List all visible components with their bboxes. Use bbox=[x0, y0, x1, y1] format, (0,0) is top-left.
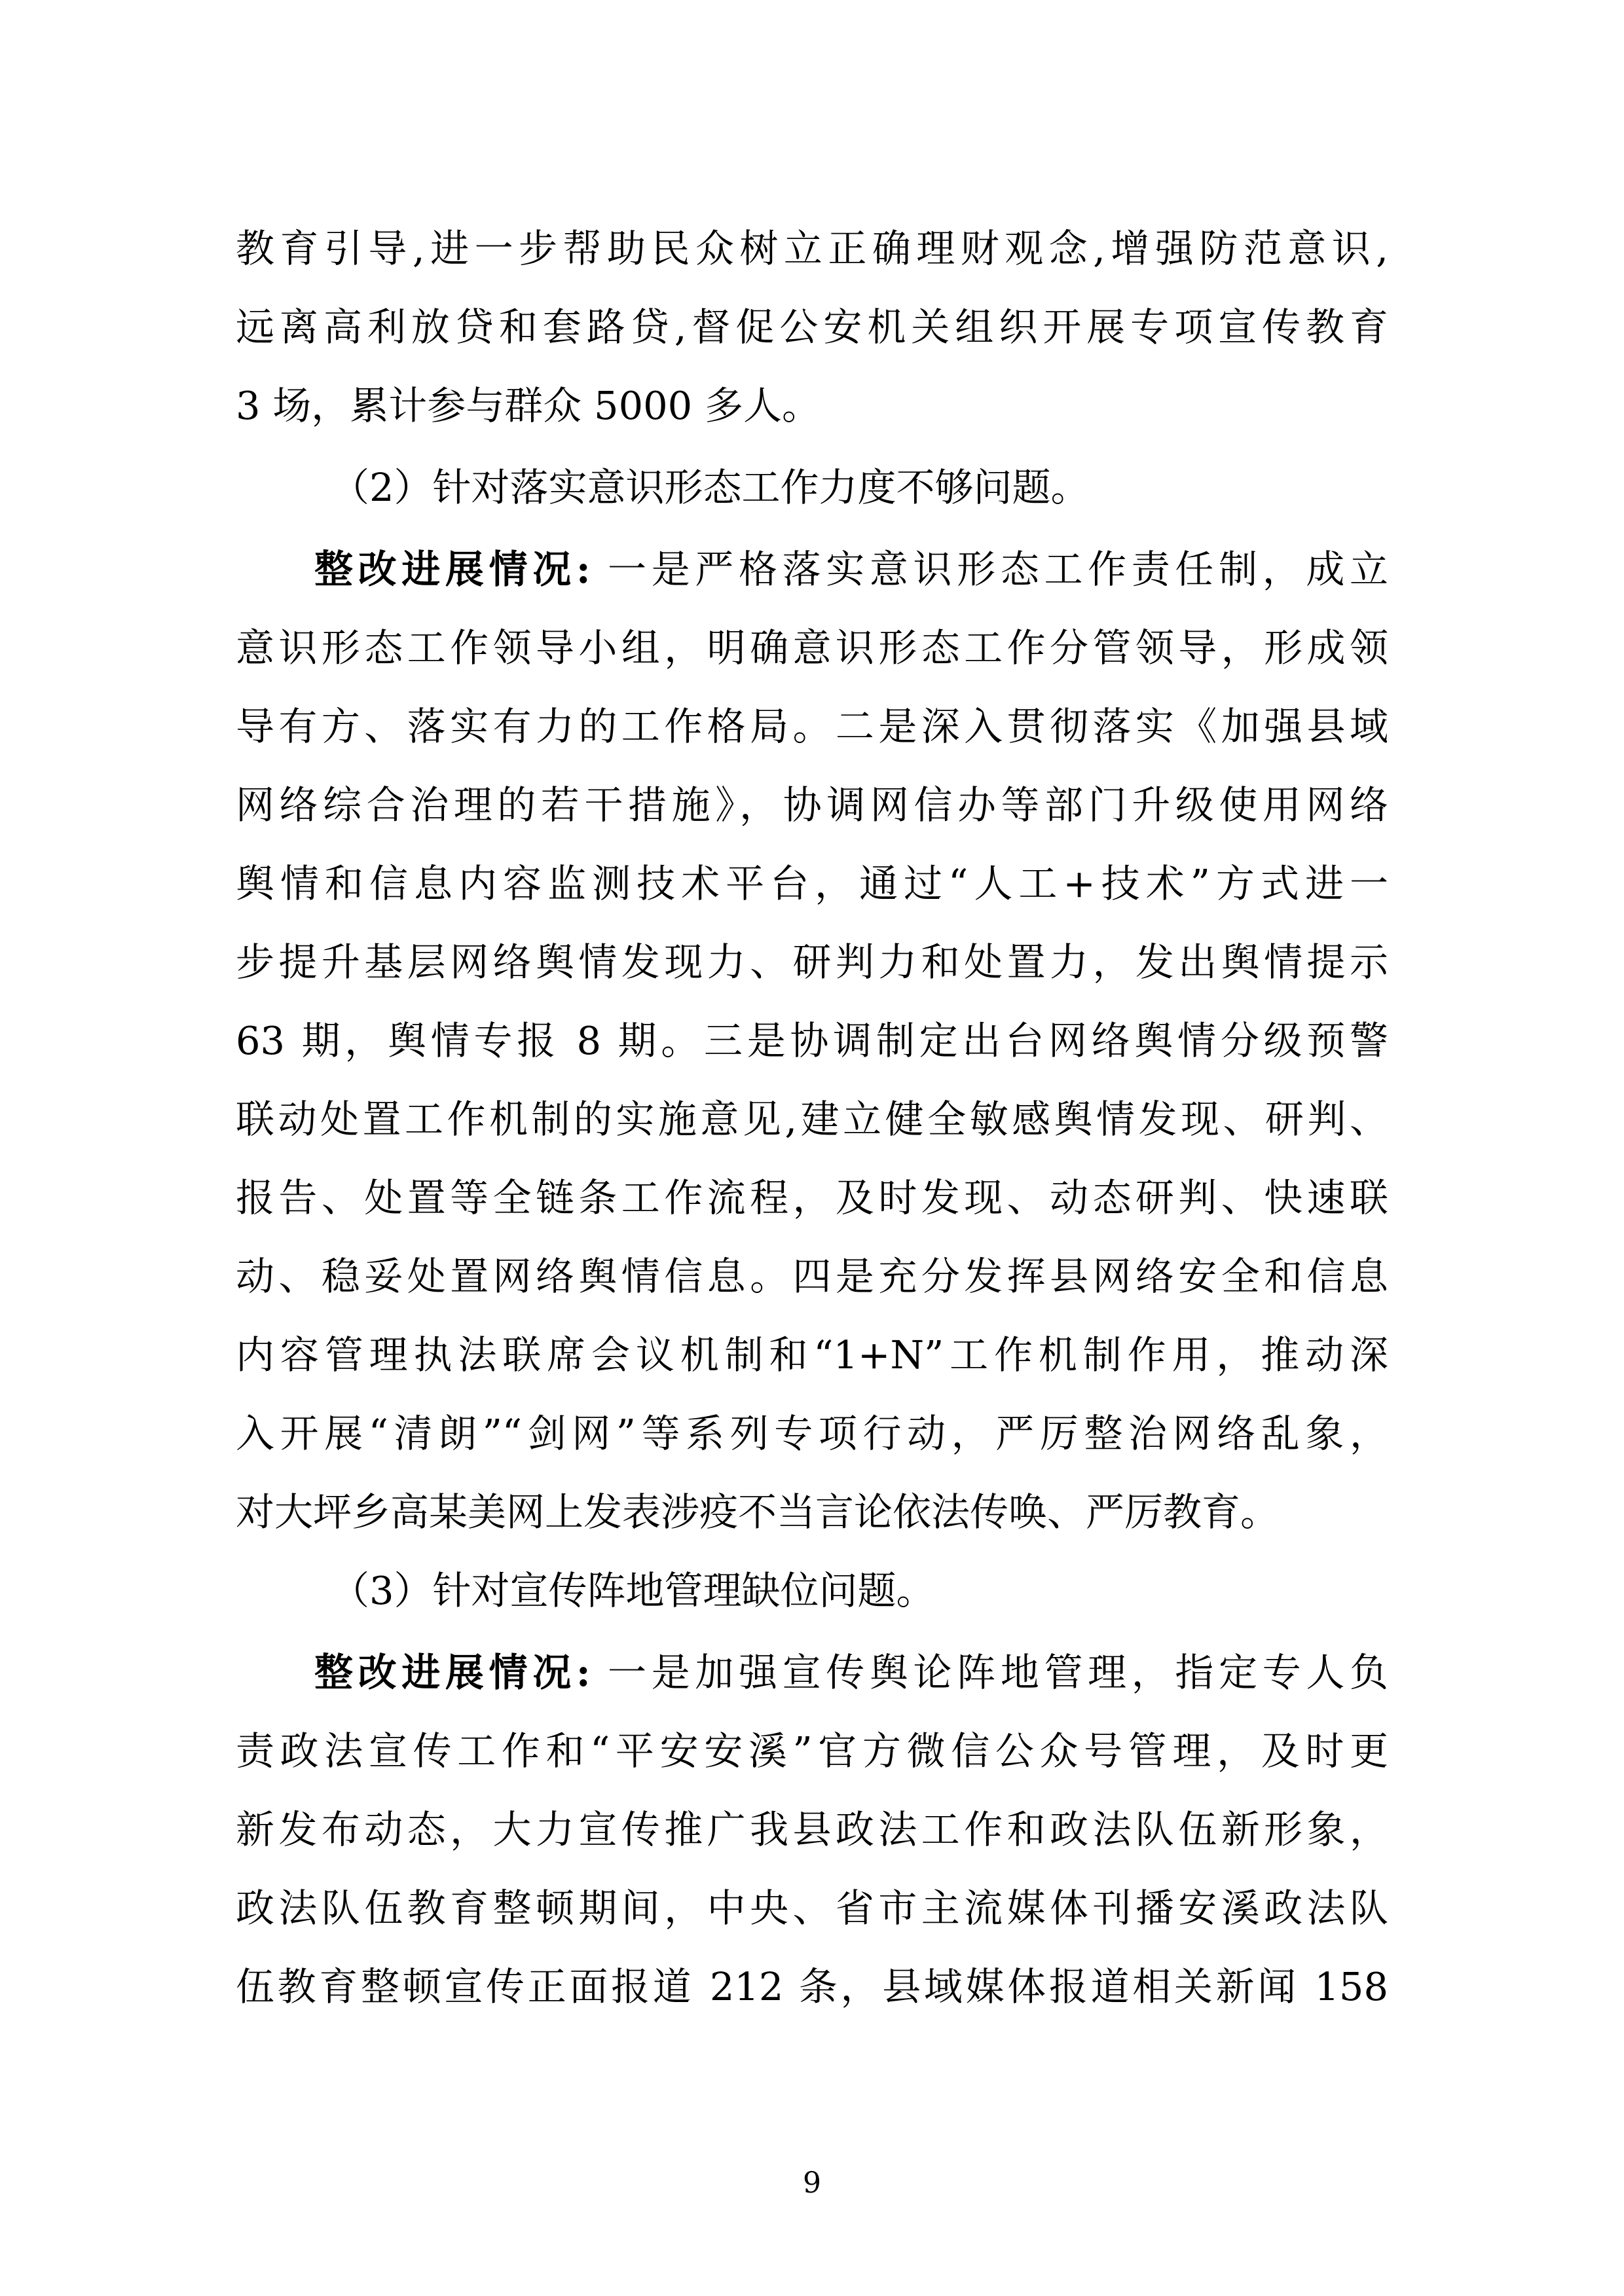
paragraph-line: 新发布动态，大力宣传推广我县政法工作和政法队伍新形象， bbox=[236, 1807, 1388, 1852]
paragraph-line: 63 期，舆情专报 8 期。三是协调制定出台网络舆情分级预警 bbox=[236, 1018, 1388, 1063]
progress-lead-label: 整改进展情况: bbox=[314, 547, 591, 592]
paragraph-line: 舆情和信息内容监测技术平台，通过“人工+技术”方式进一 bbox=[236, 861, 1388, 906]
section-heading-3: （3）针对宣传阵地管理缺位问题。 bbox=[331, 1568, 935, 1613]
paragraph-line: 政法队伍教育整顿期间，中央、省市主流媒体刊播安溪政法队 bbox=[236, 1886, 1388, 1931]
paragraph-line: 联动处置工作机制的实施意见,建立健全敏感舆情发现、研判、 bbox=[236, 1097, 1388, 1142]
paragraph-line: 远离高利放贷和套路贷,督促公安机关组织开展专项宣传教育 bbox=[236, 304, 1388, 350]
paragraph-line: 对大坪乡高某美网上发表涉疫不当言论依法传唤、严厉教育。 bbox=[236, 1489, 1280, 1535]
progress-lead-label: 整改进展情况: bbox=[314, 1650, 591, 1695]
paragraph-line: 内容管理执法联席会议机制和“1+N”工作机制作用，推动深 bbox=[236, 1332, 1388, 1377]
page-number: 9 bbox=[803, 2166, 821, 2200]
paragraph-first-line bbox=[314, 540, 1388, 599]
paragraph-line: 网络综合治理的若干措施》，协调网信办等部门升级使用网络 bbox=[236, 782, 1388, 828]
paragraph-line: 伍教育整顿宣传正面报道 212 条，县域媒体报道相关新闻 158 bbox=[236, 1964, 1388, 2009]
paragraph-line: 动、稳妥处置网络舆情信息。四是充分发挥县网络安全和信息 bbox=[236, 1254, 1388, 1299]
paragraph-line: 导有方、落实有力的工作格局。二是深入贯彻落实《加强县域 bbox=[236, 704, 1388, 749]
section-heading-2: （2）针对落实意识形态工作力度不够问题。 bbox=[331, 465, 1090, 510]
paragraph-line: 责政法宣传工作和“平安安溪”官方微信公众号管理，及时更 bbox=[236, 1728, 1388, 1774]
paragraph-text: 一是加强宣传舆论阵地管理，指定专人负 bbox=[590, 1650, 1389, 1695]
paragraph-first-line bbox=[314, 1643, 1388, 1702]
paragraph-text: 一是严格落实意识形态工作责任制，成立 bbox=[590, 547, 1389, 592]
paragraph-line: 报告、处置等全链条工作流程，及时发现、动态研判、快速联 bbox=[236, 1175, 1388, 1220]
paragraph-line: 步提升基层网络舆情发现力、研判力和处置力，发出舆情提示 bbox=[236, 939, 1388, 985]
paragraph-line: 意识形态工作领导小组，明确意识形态工作分管领导，形成领 bbox=[236, 625, 1388, 670]
paragraph-line: 教育引导,进一步帮助民众树立正确理财观念,增强防范意识, bbox=[236, 226, 1388, 271]
paragraph-line: 3 场，累计参与群众 5000 多人。 bbox=[236, 383, 821, 428]
paragraph-line: 入开展“清朗”“剑网”等系列专项行动，严厉整治网络乱象， bbox=[236, 1411, 1388, 1456]
